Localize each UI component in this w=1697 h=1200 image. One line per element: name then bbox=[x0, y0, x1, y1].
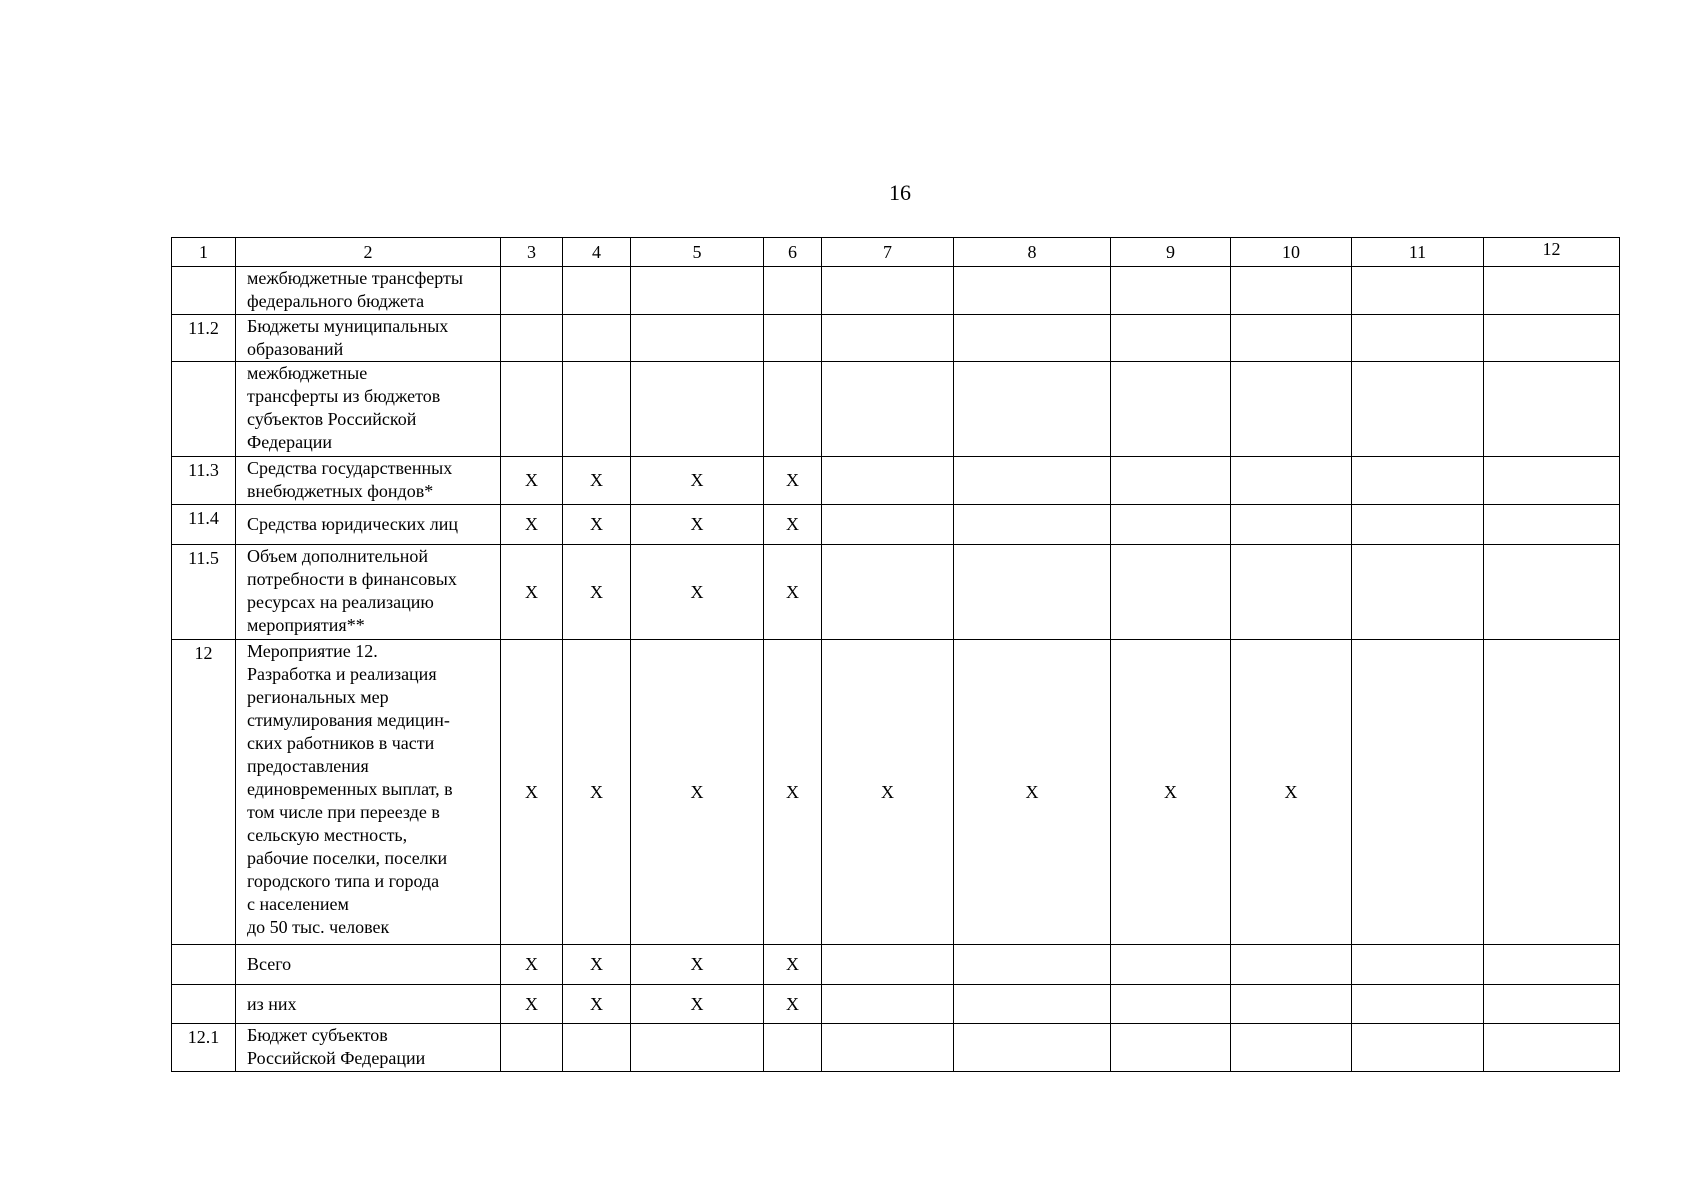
column-header: 5 bbox=[631, 238, 764, 267]
cell: X bbox=[764, 945, 822, 985]
table-row bbox=[172, 362, 1620, 457]
row-description: Бюджет субъектов Российской Федерации bbox=[236, 1024, 501, 1072]
cell: X bbox=[631, 505, 764, 545]
table-row bbox=[172, 640, 1620, 945]
cell: X bbox=[501, 545, 563, 640]
cell bbox=[1231, 267, 1352, 315]
cell: X bbox=[1231, 640, 1352, 945]
cell bbox=[764, 267, 822, 315]
column-header: 9 bbox=[1111, 238, 1231, 267]
cell bbox=[563, 362, 631, 457]
column-header: 8 bbox=[954, 238, 1111, 267]
page-number: 16 bbox=[889, 180, 911, 205]
cell bbox=[1111, 267, 1231, 315]
cell bbox=[954, 315, 1111, 362]
table-row bbox=[172, 267, 1620, 315]
row-description: Средства юридических лиц bbox=[236, 505, 501, 545]
cell bbox=[822, 985, 954, 1024]
cell: X bbox=[631, 945, 764, 985]
cell bbox=[1484, 267, 1620, 315]
cell bbox=[954, 1024, 1111, 1072]
cell bbox=[631, 315, 764, 362]
column-header: 1 bbox=[172, 238, 236, 267]
cell bbox=[1484, 545, 1620, 640]
column-header: 10 bbox=[1231, 238, 1352, 267]
cell: X bbox=[631, 545, 764, 640]
column-header: 6 bbox=[764, 238, 822, 267]
row-description: Средства государственных внебюджетных фондов* bbox=[236, 457, 501, 505]
cell bbox=[563, 1024, 631, 1072]
cell bbox=[1231, 985, 1352, 1024]
cell bbox=[501, 315, 563, 362]
budget-table bbox=[171, 237, 1620, 1072]
cell bbox=[1231, 1024, 1352, 1072]
row-number: 11.5 bbox=[172, 545, 236, 640]
column-header: 12 bbox=[1484, 238, 1620, 267]
column-header: 2 bbox=[236, 238, 501, 267]
table-row bbox=[172, 315, 1620, 362]
cell: X bbox=[1111, 640, 1231, 945]
cell: X bbox=[501, 985, 563, 1024]
cell bbox=[1111, 362, 1231, 457]
cell bbox=[822, 505, 954, 545]
cell bbox=[1352, 545, 1484, 640]
cell bbox=[501, 1024, 563, 1072]
cell bbox=[822, 457, 954, 505]
cell bbox=[1352, 1024, 1484, 1072]
row-number bbox=[172, 985, 236, 1024]
table-row bbox=[172, 1024, 1620, 1072]
cell bbox=[1352, 457, 1484, 505]
cell bbox=[822, 315, 954, 362]
cell bbox=[1484, 505, 1620, 545]
cell: X bbox=[631, 457, 764, 505]
cell bbox=[1484, 985, 1620, 1024]
cell bbox=[1352, 640, 1484, 945]
cell bbox=[631, 267, 764, 315]
cell: X bbox=[501, 945, 563, 985]
cell bbox=[954, 545, 1111, 640]
cell: X bbox=[764, 457, 822, 505]
row-description: Объем дополнительной потребности в финансовых ресурсах на реализацию мероприятия** bbox=[236, 545, 501, 640]
cell bbox=[563, 267, 631, 315]
cell bbox=[822, 362, 954, 457]
cell bbox=[1484, 457, 1620, 505]
cell: X bbox=[563, 640, 631, 945]
cell bbox=[1352, 267, 1484, 315]
cell bbox=[822, 1024, 954, 1072]
cell: X bbox=[501, 505, 563, 545]
cell bbox=[501, 362, 563, 457]
row-description: Всего bbox=[236, 945, 501, 985]
table-row bbox=[172, 505, 1620, 545]
cell: X bbox=[631, 985, 764, 1024]
column-header: 11 bbox=[1352, 238, 1484, 267]
cell bbox=[1231, 945, 1352, 985]
column-header: 4 bbox=[563, 238, 631, 267]
cell: X bbox=[764, 985, 822, 1024]
table-row bbox=[172, 945, 1620, 985]
cell bbox=[822, 545, 954, 640]
cell bbox=[1111, 315, 1231, 362]
row-number: 12.1 bbox=[172, 1024, 236, 1072]
row-number: 12 bbox=[172, 640, 236, 945]
column-header: 3 bbox=[501, 238, 563, 267]
cell bbox=[1352, 985, 1484, 1024]
cell: X bbox=[631, 640, 764, 945]
row-description: Мероприятие 12. Разработка и реализация региональных мер стимулирования медицин- ских работников в части предоставления единовременных выплат, в том числе при переезде в сельскую местность, рабочие поселки, поселки городского типа и города с населением до 50 тыс. человек bbox=[236, 640, 501, 945]
cell bbox=[501, 267, 563, 315]
cell bbox=[1111, 545, 1231, 640]
row-number bbox=[172, 267, 236, 315]
cell: X bbox=[563, 945, 631, 985]
row-description: Бюджеты муниципальных образований bbox=[236, 315, 501, 362]
cell: X bbox=[501, 640, 563, 945]
cell: X bbox=[563, 457, 631, 505]
cell bbox=[764, 362, 822, 457]
cell bbox=[822, 945, 954, 985]
row-number: 11.4 bbox=[172, 505, 236, 545]
cell bbox=[1231, 505, 1352, 545]
cell bbox=[1352, 362, 1484, 457]
cell: X bbox=[764, 640, 822, 945]
cell: X bbox=[563, 985, 631, 1024]
cell bbox=[954, 985, 1111, 1024]
table-row bbox=[172, 545, 1620, 640]
cell: X bbox=[954, 640, 1111, 945]
cell bbox=[1231, 315, 1352, 362]
cell bbox=[1231, 457, 1352, 505]
cell bbox=[1484, 362, 1620, 457]
row-description: межбюджетные трансферты из бюджетов субъектов Российской Федерации bbox=[236, 362, 501, 457]
cell: X bbox=[563, 505, 631, 545]
cell bbox=[1111, 457, 1231, 505]
cell bbox=[1484, 640, 1620, 945]
cell bbox=[822, 267, 954, 315]
row-description: межбюджетные трансферты федерального бюджета bbox=[236, 267, 501, 315]
cell bbox=[631, 362, 764, 457]
cell bbox=[1352, 945, 1484, 985]
row-number bbox=[172, 362, 236, 457]
cell: X bbox=[822, 640, 954, 945]
cell: X bbox=[764, 505, 822, 545]
row-number: 11.2 bbox=[172, 315, 236, 362]
cell bbox=[954, 267, 1111, 315]
cell bbox=[1111, 505, 1231, 545]
cell bbox=[1352, 315, 1484, 362]
cell bbox=[764, 315, 822, 362]
cell bbox=[954, 457, 1111, 505]
row-description: из них bbox=[236, 985, 501, 1024]
cell bbox=[631, 1024, 764, 1072]
cell bbox=[1111, 1024, 1231, 1072]
cell bbox=[1352, 505, 1484, 545]
cell: X bbox=[501, 457, 563, 505]
cell bbox=[1231, 545, 1352, 640]
cell: X bbox=[764, 545, 822, 640]
table-row bbox=[172, 457, 1620, 505]
cell bbox=[1484, 945, 1620, 985]
cell bbox=[954, 945, 1111, 985]
row-number bbox=[172, 945, 236, 985]
cell bbox=[563, 315, 631, 362]
cell bbox=[1484, 315, 1620, 362]
cell bbox=[764, 1024, 822, 1072]
row-number: 11.3 bbox=[172, 457, 236, 505]
column-header: 7 bbox=[822, 238, 954, 267]
cell: X bbox=[563, 545, 631, 640]
cell bbox=[954, 362, 1111, 457]
cell bbox=[1484, 1024, 1620, 1072]
cell bbox=[1111, 985, 1231, 1024]
cell bbox=[954, 505, 1111, 545]
cell bbox=[1231, 362, 1352, 457]
header-row bbox=[172, 238, 1620, 267]
cell bbox=[1111, 945, 1231, 985]
table-row bbox=[172, 985, 1620, 1024]
